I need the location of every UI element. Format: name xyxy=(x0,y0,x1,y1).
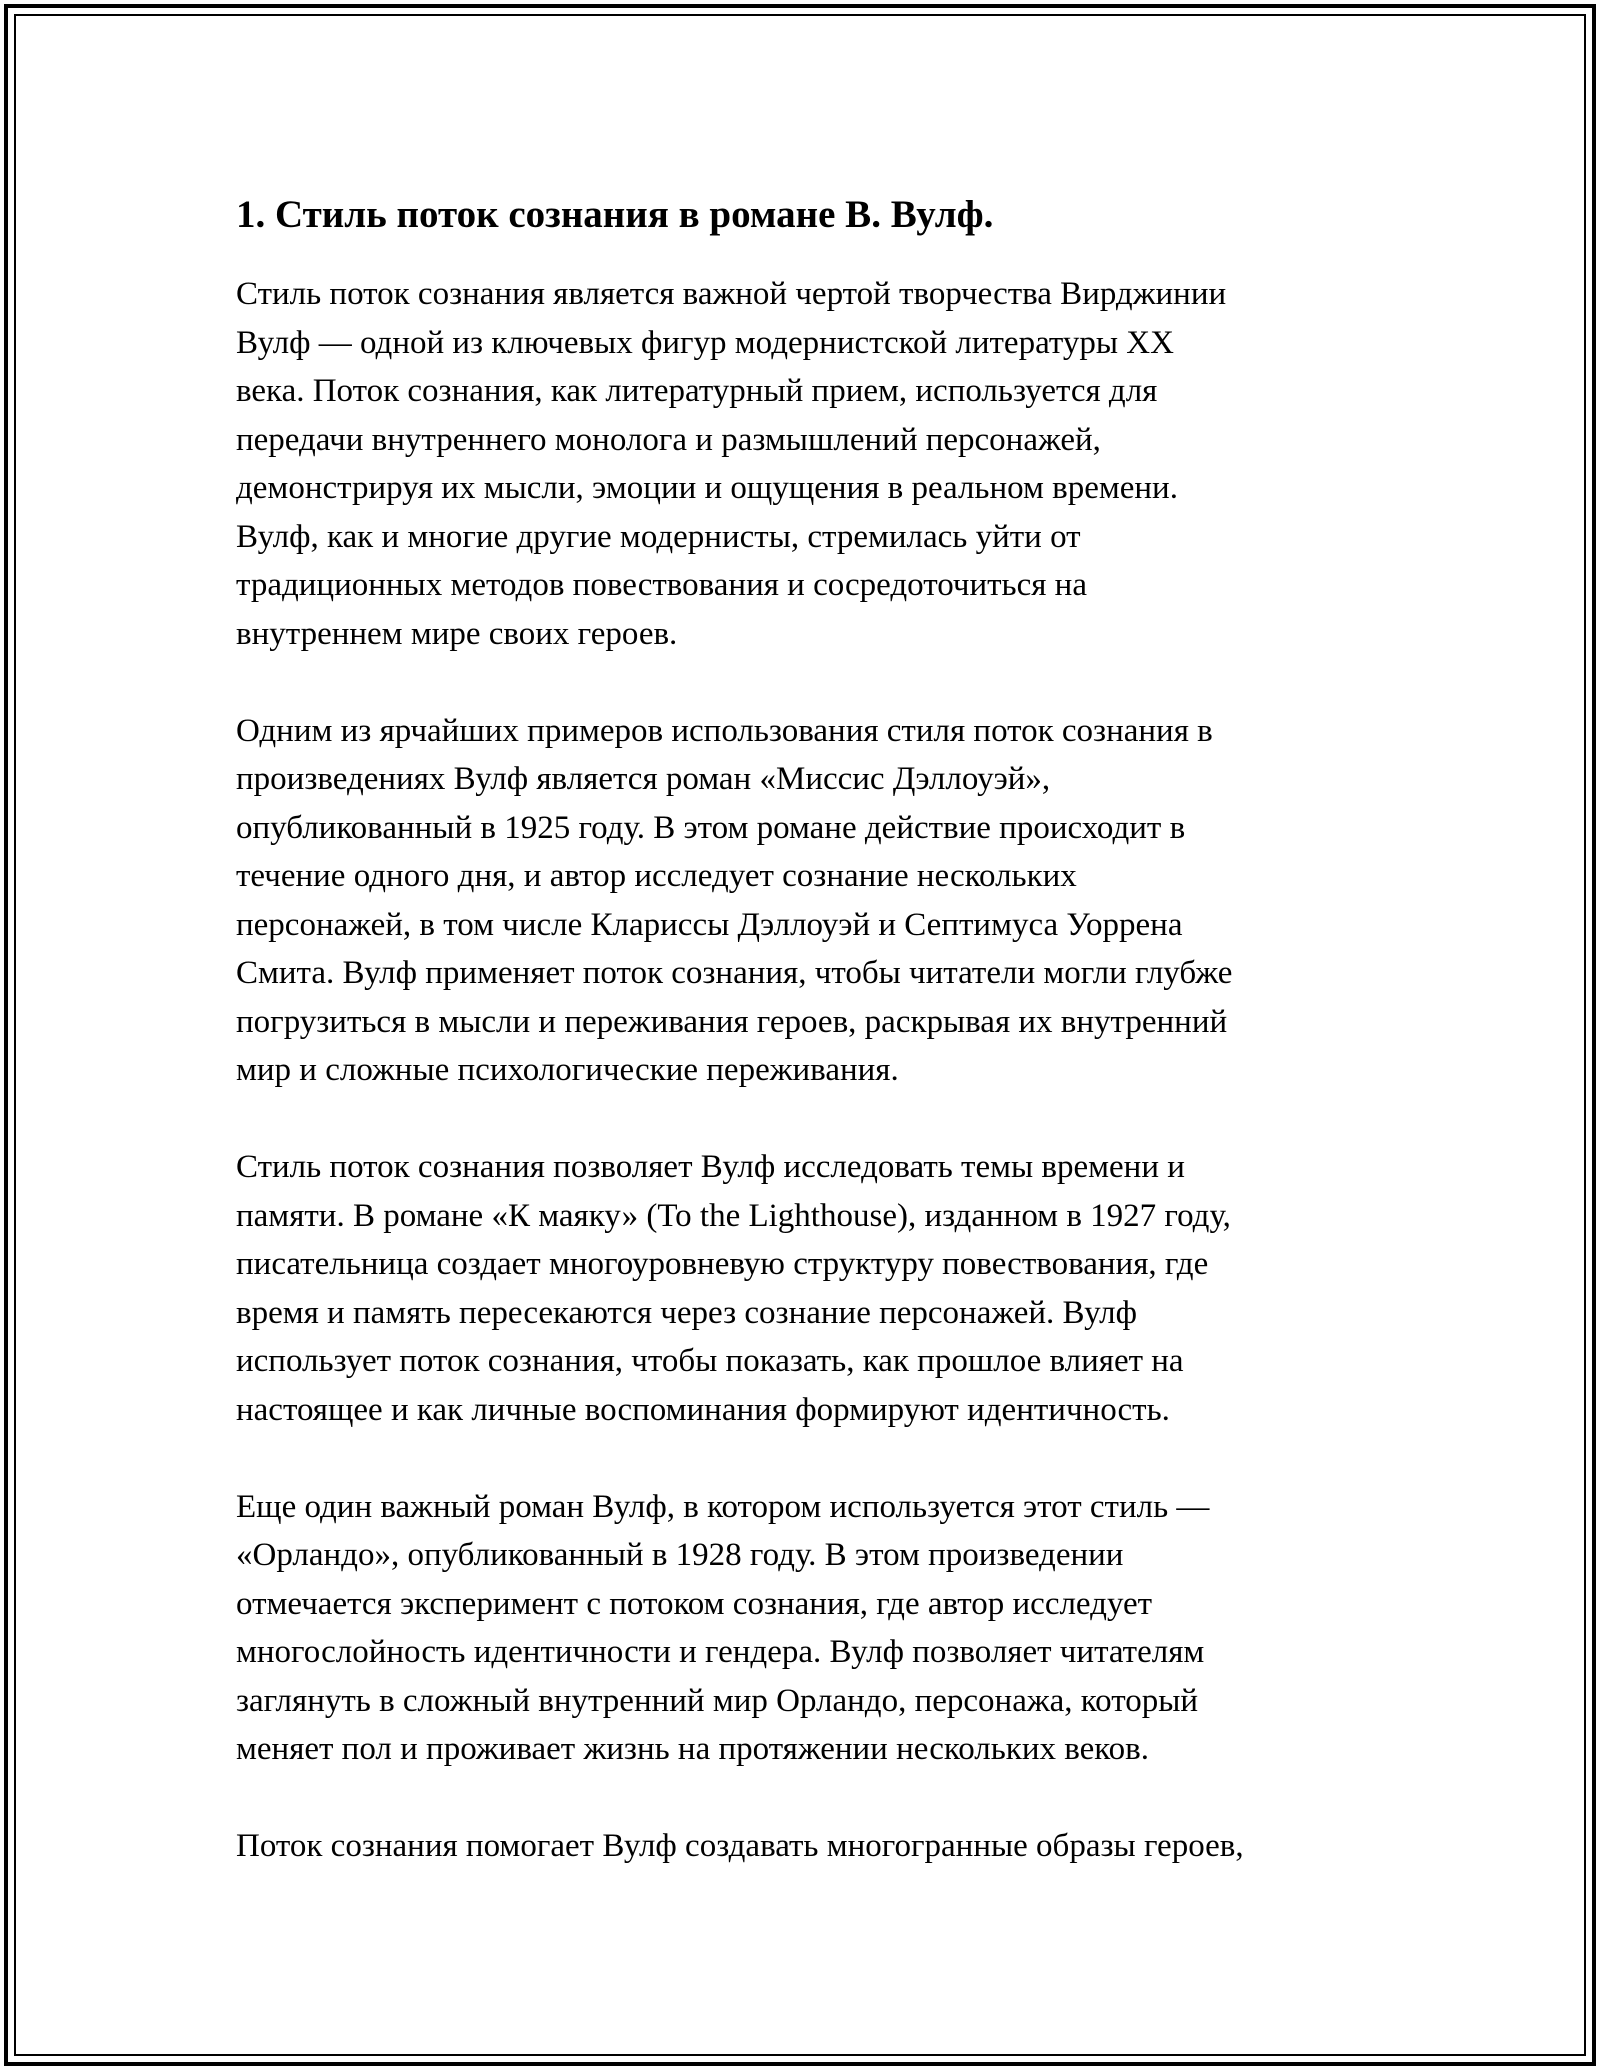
paragraph-5: Поток сознания помогает Вулф создавать многогранные образы героев, xyxy=(236,1828,1244,1864)
paragraph-3: Стиль поток сознания позволяет Вулф исследовать темы времени и памяти. В романе «К маяку» (To the Lighthouse), изданном в 1927 году, писательница создает многоуровневую структуру повествования, где время и память пересекаются через сознание персонажей. Вулф использует поток сознания, чтобы показать, как прошлое влияет на настоящее и как личные воспоминания формируют идентичность. xyxy=(236,1149,1231,1428)
document-body xyxy=(236,186,1376,1919)
paragraph-2: Одним из ярчайших примеров использования стиля поток сознания в произведениях Вулф является роман «Миссис Дэллоуэй», опубликованный в 1925 году. В этом романе действие происходит в течение одного дня, и автор исследует сознание нескольких персонажей, в том числе Клариссы Дэллоуэй и Септимуса Уоррена Смита. Вулф применяет поток сознания, чтобы читатели могли глубже погрузиться в мысли и переживания героев, раскрывая их внутренний мир и сложные психологические переживания. xyxy=(236,712,1233,1088)
paragraph-4: Еще один важный роман Вулф, в котором используется этот стиль — «Орландо», опубликованный в 1928 году. В этом произведении отмечается эксперимент с потоком сознания, где автор исследует многослойность идентичности и гендера. Вулф позволяет читателям заглянуть в сложный внутренний мир Орландо, персонажа, который меняет пол и проживает жизнь на протяжении нескольких веков. xyxy=(236,1488,1210,1767)
section-heading: 1. Стиль поток сознания в романе В. Вулф. xyxy=(236,193,994,236)
paragraph-1: Стиль поток сознания является важной чертой творчества Вирджинии Вулф — одной из ключевых фигур модернистской литературы XX века. Поток сознания, как литературный прием, используется для передачи внутреннего монолога и размышлений персонажей, демонстрируя их мысли, эмоции и ощущения в реальном времени. Вулф, как и многие другие модернисты, стремилась уйти от традиционных методов повествования и сосредоточиться на внутреннем мире своих героев. xyxy=(236,276,1227,652)
